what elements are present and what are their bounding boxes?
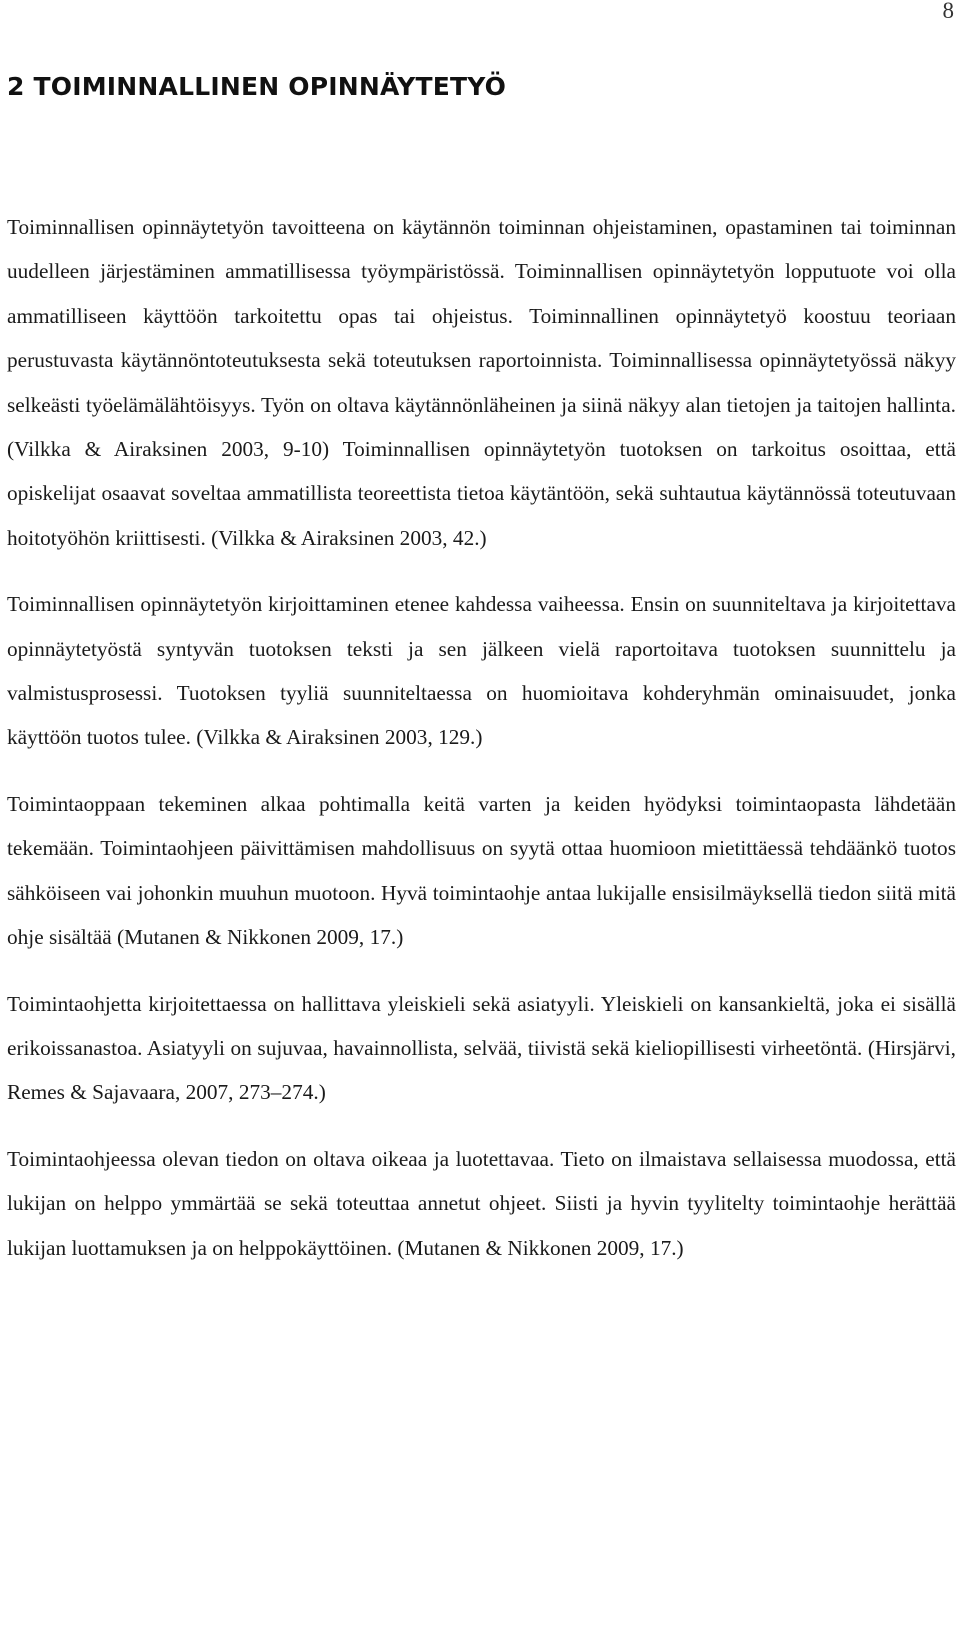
paragraph-2: Toiminnallisen opinnäytetyön kirjoittaminen etenee kahdessa vaiheessa. Ensin on suunniteltava ja kirjoitettava opinnäytetyöstä syntyvän tuotoksen teksti ja sen jälkeen vielä raportoitava tuotoksen suunnittelu ja valmistusprosessi. Tuotoksen tyyliä suunniteltaessa on huomioitava kohderyhmän ominaisuudet, jonka käyttöön tuotos tulee. (Vilkka & Airaksinen 2003, 129.) <box>7 592 956 750</box>
paragraph-1: Toiminnallisen opinnäytetyön tavoitteena on käytännön toiminnan ohjeistaminen, opastaminen tai toiminnan uudelleen järjestäminen ammatillisessa työympäristössä. Toiminnallisen opinnäytetyön lopputuote voi olla ammatilliseen käyttöön tarkoitettu opas tai ohjeistus. Toiminnallinen opinnäytetyö koostuu teoriaan perustuvasta käytännöntoteutuksesta sekä toteutuksen raportoinnista. Toiminnallisessa opinnäytetyössä näkyy selkeästi työelämälähtöisyys. Työn on oltava käytännönläheinen ja siinä näkyy alan tietojen ja taitojen hallinta.(Vilkka & Airaksinen 2003, 9-10) Toiminnallisen opinnäytetyön tuotoksen on tarkoitus osoittaa, että opiskelijat osaavat soveltaa ammatillista teoreettista tietoa käytäntöön, sekä suhtautua käytännössä toteutuvaan hoitotyöhön kriittisesti. (Vilkka & Airaksinen 2003, 42.) <box>7 215 956 550</box>
paragraph-3: Toimintaoppaan tekeminen alkaa pohtimalla keitä varten ja keiden hyödyksi toimintaopasta lähdetään tekemään. Toimintaohjeen päivittämisen mahdollisuus on syytä ottaa huomioon mietittäessä tehdäänkö tuotos sähköiseen vai johonkin muuhun muotoon. Hyvä toimintaohje antaa lukijalle ensisilmäyksellä tiedon siitä mitä ohje sisältää (Mutanen & Nikkonen 2009, 17.) <box>7 791 956 950</box>
section-heading: 2 TOIMINNALLINEN OPINNÄYTETYÖ <box>7 72 507 101</box>
body-text <box>7 205 956 1270</box>
paragraph-4: Toimintaohjetta kirjoitettaessa on hallittava yleiskieli sekä asiatyyli. Yleiskieli on kansankieltä, joka ei sisällä erikoissanastoa. Asiatyyli on sujuvaa, havainnollista, selvää, tiivistä sekä kieliopillisesti virheetöntä. (Hirsjärvi, Remes & Sajavaara, 2007, 273–274.) <box>7 991 956 1105</box>
paragraph-5: Toimintaohjeessa olevan tiedon on oltava oikeaa ja luotettavaa. Tieto on ilmaistava sellaisessa muodossa, että lukijan on helppo ymmärtää se sekä toteuttaa annetut ohjeet. Siisti ja hyvin tyylitelty toimintaohje herättää lukijan luottamuksen ja on helppokäyttöinen. (Mutanen & Nikkonen 2009, 17.) <box>7 1146 956 1260</box>
page-number: 8 <box>942 0 954 23</box>
